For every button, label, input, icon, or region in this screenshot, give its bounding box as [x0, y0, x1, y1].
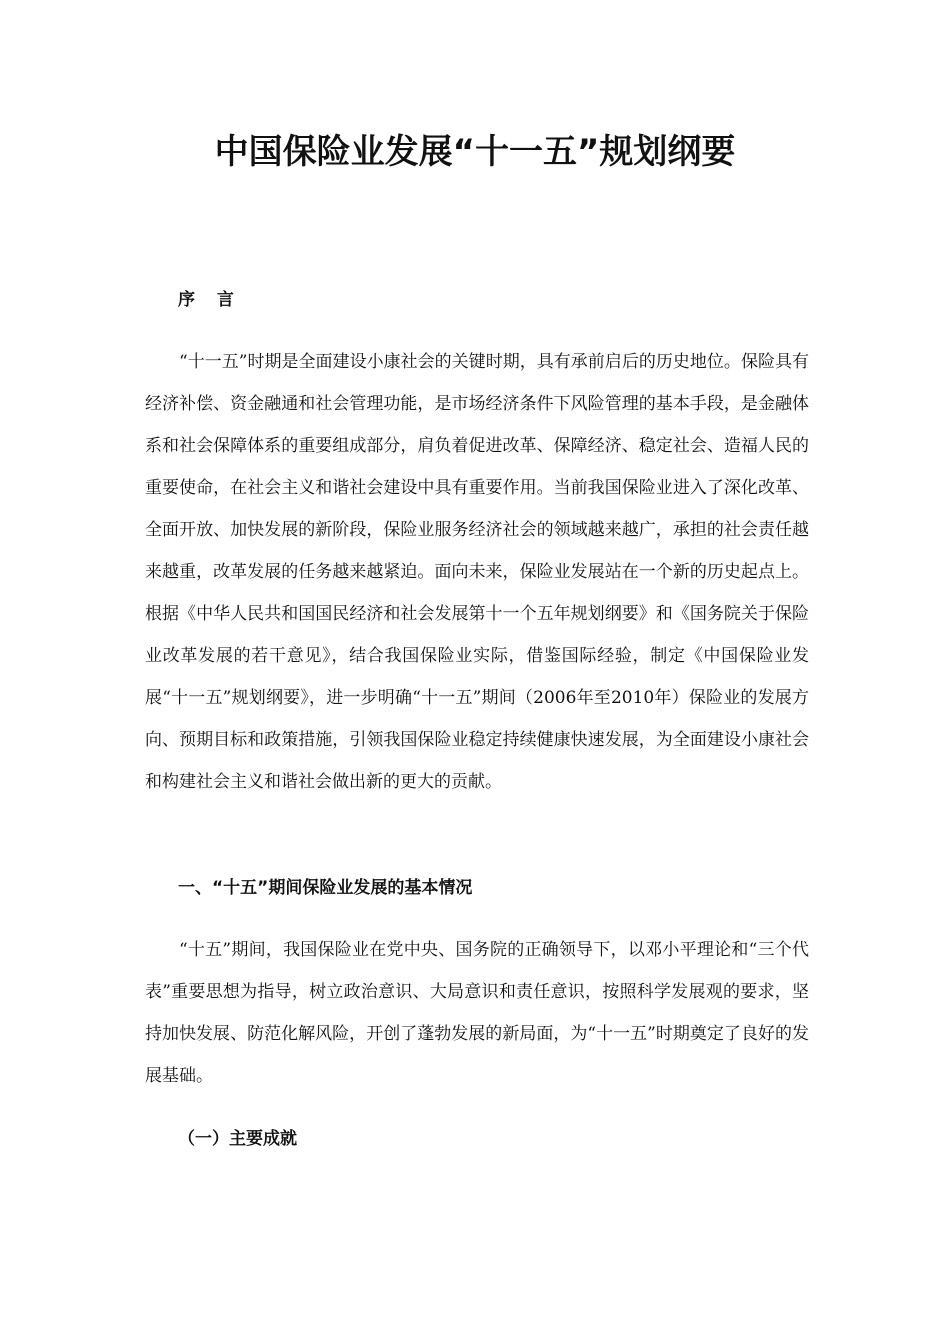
preface-heading: 序 言 — [178, 290, 242, 310]
section-1-paragraph: “十五”期间，我国保险业在党中央、国务院的正确领导下，以邓小平理论和“三个代表”重要思想为指导，树立政治意识、大局意识和责任意识，按照科学发展观的要求，坚持加快发展、防范化解风险，开创了蓬勃发展的新局面，为“十一五”时期奠定了良好的发展基础。 — [145, 940, 809, 1086]
section-1-heading: 一、“十五”期间保险业发展的基本情况 — [178, 878, 473, 898]
document-title: 中国保险业发展“十一五”规划纲要 — [214, 132, 736, 172]
preface-paragraph: “十一五”时期是全面建设小康社会的关键时期，具有承前启后的历史地位。保险具有经济补偿、资金融通和社会管理功能，是市场经济条件下风险管理的基本手段，是金融体系和社会保障体系的重要组成部分，肩负着促进改革、保障经济、稳定社会、造福人民的重要使命，在社会主义和谐社会建设中具有重要作用。当前我国保险业进入了深化改革、全面开放、加快发展的新阶段，保险业服务经济社会的领域越来越广，承担的社会责任越来越重，改革发展的任务越来越紧迫。面向未来，保险业发展站在一个新的历史起点上。根据《中华人民共和国国民经济和社会发展第十一个五年规划纲要》和《国务院关于保险业改革发展的若干意见》，结合我国保险业实际，借鉴国际经验，制定《中国保险业发展“十一五”规划纲要》，进一步明确“十一五”期间（2006年至2010年）保险业的发展方向、预期目标和政策措施，引领我国保险业稳定持续健康快速发展，为全面建设小康社会和构建社会主义和谐社会做出新的更大的贡献。 — [145, 352, 809, 792]
section-1-subheading: （一）主要成就 — [178, 1129, 297, 1149]
